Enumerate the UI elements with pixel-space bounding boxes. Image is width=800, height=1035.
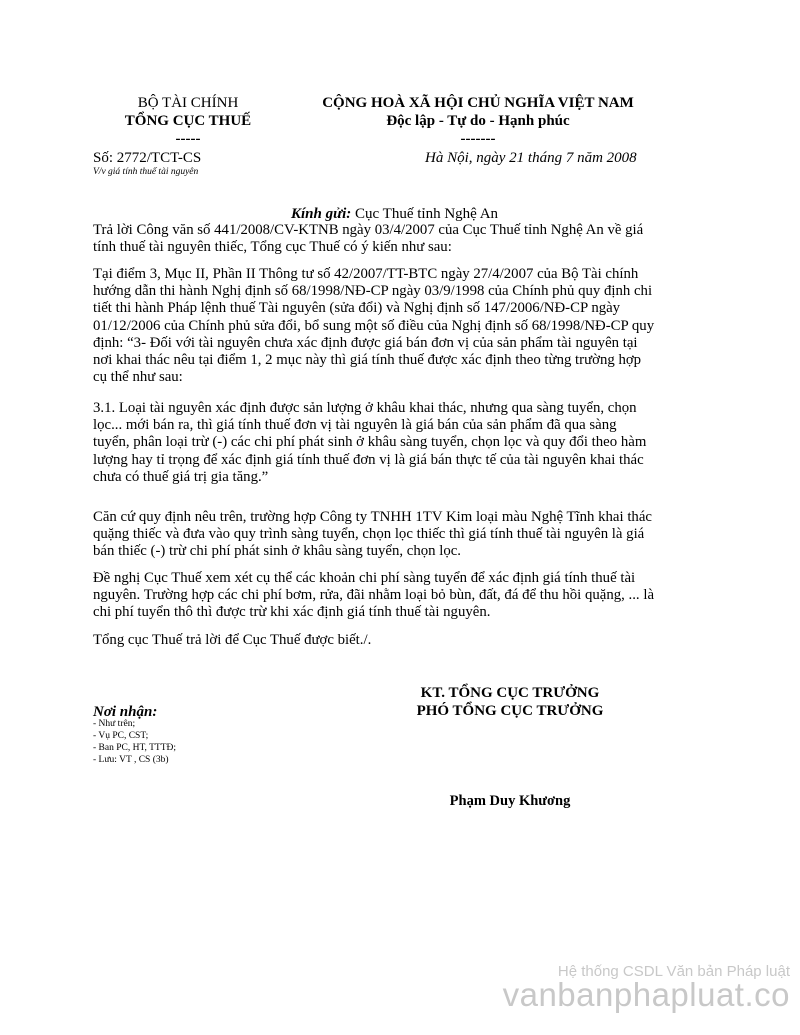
list-item: - Ban PC, HT, TTTĐ; (93, 743, 177, 753)
signer-name: Phạm Duy Khương (449, 793, 571, 809)
document-number: Số: 2772/TCT-CS (93, 150, 202, 166)
signature-title-line2: PHÓ TỔNG CỤC TRƯỞNG (416, 703, 604, 719)
nation-title: CỘNG HOÀ XÃ HỘI CHỦ NGHĨA VIỆT NAM (322, 95, 634, 111)
body-paragraph-4: Căn cứ quy định nêu trên, trường hợp Công ty TNHH 1TV Kim loại màu Nghệ Tĩnh khai thác quặng thiếc và đưa vào quy trình sàng tuyển, chọn lọc thiếc thì giá tính thuế tài nguyên là giá bán thiếc (-) trừ chi phí phát sinh ở khâu sàng tuyển, chọn lọc. (93, 509, 652, 560)
recipients-title: Nơi nhận: (93, 704, 158, 720)
body-paragraph-2: Tại điểm 3, Mục II, Phần II Thông tư số 42/2007/TT-BTC ngày 27/4/2007 của Bộ Tài chính hướng dẫn thi hành Nghị định số 68/1998/NĐ-CP ngày 03/9/1998 của Chính phủ quy định chi tiết thi hành Pháp lệnh thuế Tài nguyên (sửa đổi) và Nghị định số 147/2006/NĐ-CP ngày 01/12/2006 của Chính phủ sửa đổi, bổ sung một số điều của Nghị định số 68/1998/NĐ-CP quy định: “3- Đối với tài nguyên chưa xác định được giá bán đơn vị của sản phẩm tài nguyên tại nơi khai thác nêu tại điểm 1, 2 mục này thì giá tính thuế được xác định theo từng trường hợp cụ thể như sau: (93, 266, 655, 386)
salutation-recipient: Cục Thuế tỉnh Nghệ An (355, 206, 499, 222)
ministry-name: BỘ TÀI CHÍNH (137, 95, 239, 111)
watermark-line2: vanbanphapluat.co (502, 976, 790, 1013)
watermark-line1: Hệ thống CSDL Văn bản Pháp luật (557, 963, 790, 980)
body-paragraph-3: 3.1. Loại tài nguyên xác định được sản lượng ở khâu khai thác, nhưng qua sàng tuyển, chọn lọc... mới bán ra, thì giá tính thuế đơn vị tài nguyên là giá bán của sản phẩm đã qua sàng tuyển, phân loại trừ (-) các chi phí phát sinh ở khâu sàng tuyển, chọn lọc và quy đổi theo hàm lượng hay tỉ trọng để xác định giá tính thuế đơn vị là giá bán thực tế của tài nguyên khai thác chưa có thuế giá trị gia tăng.” (93, 400, 647, 485)
body-paragraph-1: Trả lời Công văn số 441/2008/CV-KTNB ngày 03/4/2007 của Cục Thuế tỉnh Nghệ An về giá tính thuế tài nguyên thiếc, Tổng cục Thuế có ý kiến như sau: (93, 222, 644, 256)
signature-title-line1: KT. TỔNG CỤC TRƯỞNG (420, 685, 600, 701)
department-name: TỔNG CỤC THUẾ (124, 113, 252, 129)
list-item: - Lưu: VT , CS (3b) (93, 755, 169, 765)
place-date: Hà Nội, ngày 21 tháng 7 năm 2008 (425, 150, 637, 166)
body-paragraph-6: Tổng cục Thuế trả lời để Cục Thuế được biết./. (93, 632, 372, 648)
list-item: - Vụ PC, CST; (93, 731, 149, 741)
left-divider: ----- (175, 131, 201, 147)
list-item: - Như trên; (93, 719, 136, 729)
document-subject: V/v giá tính thuế tài nguyên (93, 167, 199, 177)
recipients-list (93, 718, 176, 766)
motto: Độc lập - Tự do - Hạnh phúc (386, 113, 570, 129)
right-divider: ------- (460, 131, 496, 147)
body-paragraph-5: Đề nghị Cục Thuế xem xét cụ thể các khoản chi phí sàng tuyển để xác định giá tính thuế tài nguyên. Trường hợp các chi phí bơm, rửa, đãi nhằm loại bỏ bùn, đất, đá để thu hồi quặng, ... là chi phí tuyển thô thì được trừ khi xác định giá tính thuế tài nguyên. (93, 570, 655, 621)
salutation (291, 205, 498, 223)
salutation-label: Kính gửi: (291, 206, 352, 222)
